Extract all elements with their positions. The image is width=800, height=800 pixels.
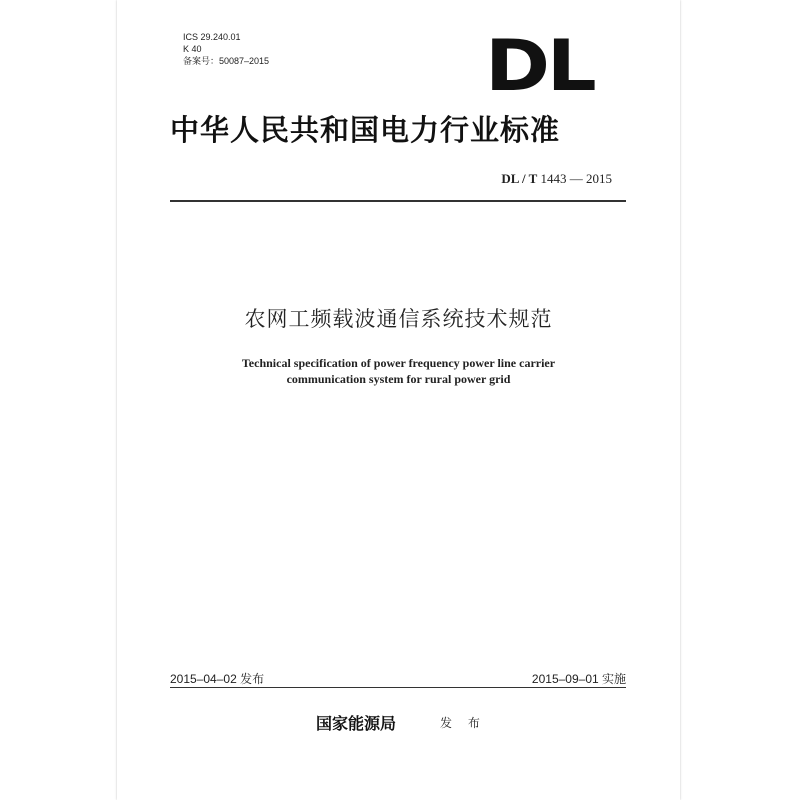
publisher-name: 国家能源局 [316,714,397,733]
ics-code: ICS 29.240.01 [183,32,241,42]
document-title-zh: 农网工频载波通信系统技术规范 [244,307,553,331]
top-divider [170,200,626,202]
bottom-divider [170,687,626,688]
issue-date: 2015–04–02 发布 [170,672,265,686]
classification-code: K 40 [183,44,202,54]
metadata-block [183,31,269,67]
title-en-line-1: Technical specification of power frequency power line carrier [241,356,556,370]
implementation-date: 2015–09–01 实施 [531,672,626,686]
document-title-en [117,355,680,387]
title-en-line-2: communication system for rural power grid [286,372,511,386]
filing-number: 备案号：50087–2015 [183,56,270,66]
standard-prefix: DL / T [501,171,538,186]
dl-logo: DL [485,25,594,107]
standard-number [501,171,612,187]
publish-label: 发 布 [440,716,486,730]
org-title: 中华人民共和国电力行业标准 [170,113,561,147]
standard-code: 1443 — 2015 [540,171,612,186]
